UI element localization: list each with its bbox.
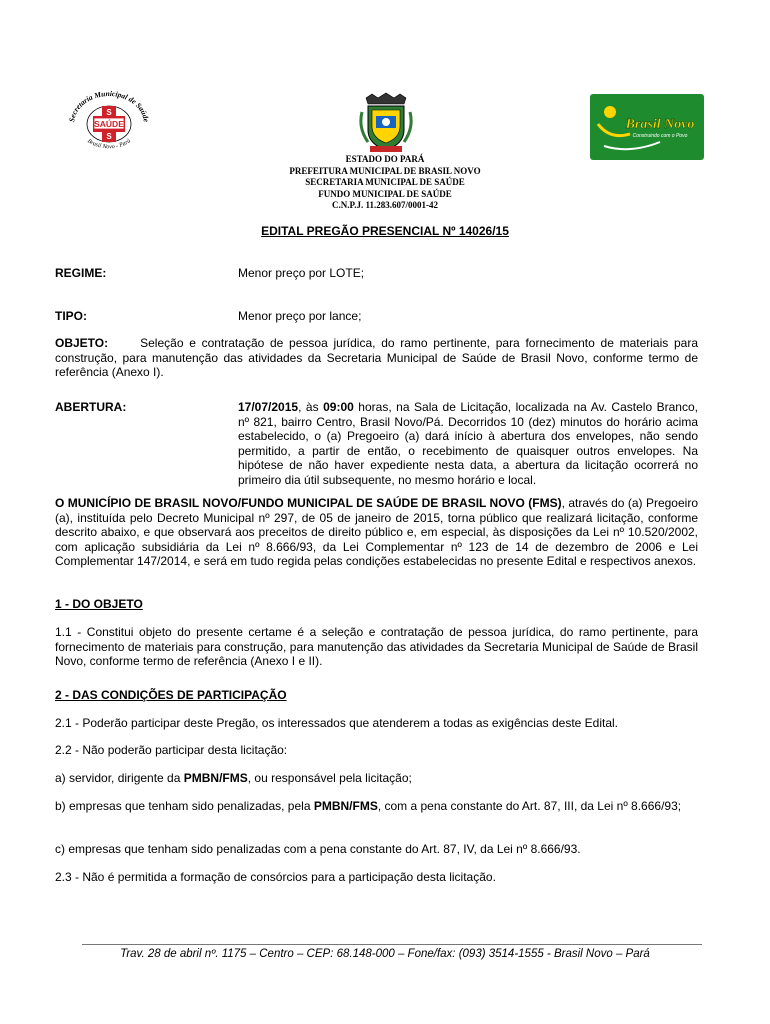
section2-pa [55, 771, 698, 786]
document-header [0, 154, 770, 212]
municipio-text: , através do (a) Pregoeiro (a), instituída pelo Decreto Municipal nº 297, de 05 de janeiro de 2015, torna público que realizará licitação, conforme descrito abaixo, e que observará aos preceitos de direito público e, em especial, às disposições da Lei nº 10.520/2002, com aplicação subsidiária da Lei nº 8.666/93, da Lei Complementar nº 123 de 14 de dezembro de 2006 e Lei Complementar 147/2014, e será em tudo regida pelas condições estabelecidas no presente Edital e respectivos anexos. [55, 496, 698, 569]
section2-p23: 2.3 - Não é permitida a formação de consórcios para a participação desta licitação. [55, 870, 496, 884]
saude-center-text: SAÚDE [94, 119, 124, 129]
svg-text:S: S [106, 132, 112, 141]
objeto-paragraph [55, 336, 698, 380]
section1-title: 1 - DO OBJETO [55, 597, 143, 611]
saude-ring-text-top: Secretaria Municipal de Saúde [67, 88, 151, 123]
abertura-body: horas, na Sala de Licitação, localizada na Av. Castelo Branco, nº 821, bairro Centro, Brasil Novo/Pá. Decorridos 10 (dez) minutos do horário acima estabelecido, o (a) Pregoeiro (a) dará início à abertura dos envelopes, não sendo permitido, a partir de então, o recebimento de quaisquer outros envelopes. Na hipótese de não haver expediente nesta data, a abertura da licitação ocorrerá no primeiro dia útil subsequente, no mesmo horário e local. [238, 400, 698, 487]
objeto-text: Seleção e contratação de pessoa jurídica, do ramo pertinente, para fornecimento de materiais para construção, para manutenção das atividades da Secretaria Municipal de Saúde de Brasil Novo, conforme termo de referência (Anexo I). [55, 336, 698, 380]
section1-p1: 1.1 - Constitui objeto do presente certame é a seleção e contratação de pessoa jurídica, do ramo pertinente, para fornecimento de materiais para construção, para manutenção das atividades da Secretaria Municipal de Saúde de Brasil Novo, conforme termo de referência (Anexo I e II). [55, 625, 698, 669]
brasil-novo-logo [590, 94, 704, 160]
coat-of-arms-icon [358, 92, 414, 154]
brasil-novo-logo-text: Brasil Novo [625, 117, 695, 132]
pa-bold: PMBN/FMS [183, 771, 248, 785]
section2-pc: c) empresas que tenham sido penalizadas com a pena constante do Art. 87, IV, da Lei nº 8.666/93. [55, 842, 581, 856]
section2-p22: 2.2 - Não poderão participar desta licitação: [55, 743, 288, 757]
abertura-label: ABERTURA: [55, 400, 127, 414]
section2-title: 2 - DAS CONDIÇÕES DE PARTICIPAÇÃO [55, 688, 287, 702]
brasil-novo-slogan: Construindo com o Povo [632, 133, 688, 139]
abertura-text [238, 400, 698, 488]
objeto-label: OBJETO: [55, 336, 109, 350]
section2-p21: 2.1 - Poderão participar deste Pregão, os interessados que atenderem a todas as exigências deste Edital. [55, 716, 619, 730]
pa-pre: a) servidor, dirigente da [55, 771, 184, 785]
edital-title: EDITAL PREGÃO PRESENCIAL Nº 14026/15 [261, 224, 509, 238]
header-secretaria: SECRETARIA MUNICIPAL DE SAÚDE [305, 177, 465, 187]
regime-label: REGIME: [55, 266, 107, 280]
abertura-time: 09:00 [323, 400, 354, 414]
municipio-paragraph [55, 496, 698, 569]
pb-pre: b) empresas que tenham sido penalizadas, pela [55, 799, 314, 813]
header-state: ESTADO DO PARÁ [345, 154, 425, 164]
abertura-mid: , às [298, 400, 324, 414]
svg-text:S: S [106, 108, 112, 117]
regime-value: Menor preço por LOTE; [238, 266, 365, 280]
footer-address: Trav. 28 de abril nº. 1175 – Centro – CEP: 68.148-000 – Fone/fax: (093) 3514-1555 - Brasil Novo – Pará [120, 948, 650, 960]
saude-seal-logo [64, 88, 154, 154]
section2-pb [55, 799, 698, 814]
header-cnpj: C.N.P.J. 11.283.607/0001-42 [332, 200, 438, 210]
saude-ring-text-bottom: Brasil Novo - Pará [86, 138, 132, 151]
tipo-label: TIPO: [55, 309, 87, 323]
pb-post: , com a pena constante do Art. 87, III, da Lei nº 8.666/93; [377, 799, 682, 813]
tipo-value: Menor preço por lance; [238, 309, 362, 323]
municipio-bold: O MUNICÍPIO DE BRASIL NOVO/FUNDO MUNICIPAL DE SAÚDE DE BRASIL NOVO (FMS) [55, 496, 562, 510]
pa-post: , ou responsável pela licitação; [247, 771, 412, 785]
header-prefeitura: PREFEITURA MUNICIPAL DE BRASIL NOVO [289, 165, 481, 176]
header-fundo: FUNDO MUNICIPAL DE SAÚDE [318, 188, 452, 199]
footer-divider [82, 944, 702, 945]
pb-bold: PMBN/FMS [313, 799, 378, 813]
abertura-date: 17/07/2015 [238, 400, 299, 414]
